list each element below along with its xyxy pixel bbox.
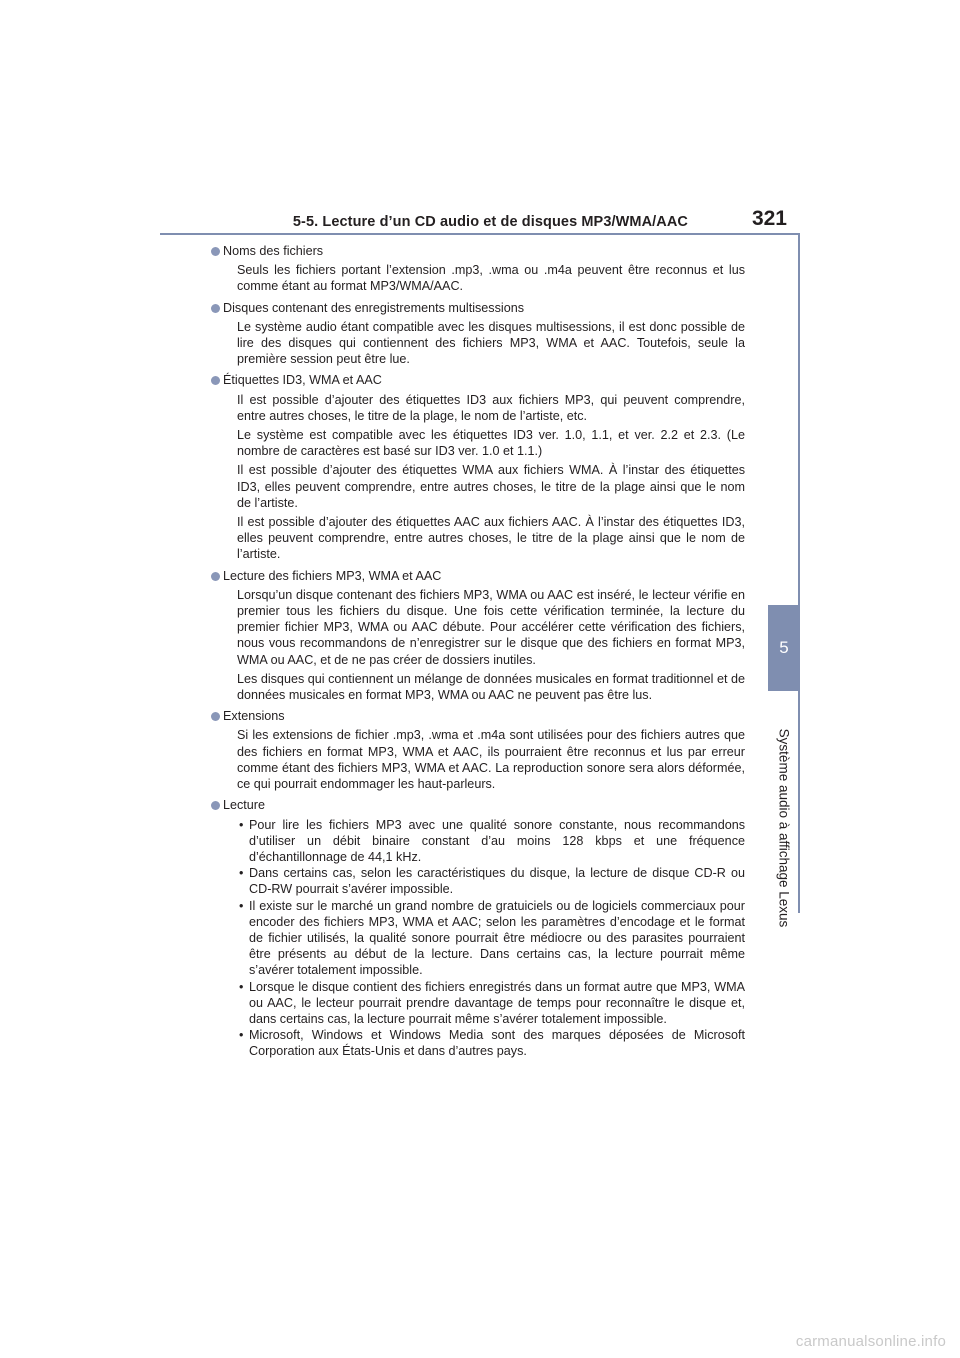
chapter-number: 5 (779, 638, 789, 657)
list-item-text: Pour lire les fichiers MP3 avec une qualité sonore constante, nous recommandons d’utiliser un débit binaire constant d’au moins 128 kbps et une fréquence d’échantillonnage de 44,1 kHz. (249, 817, 745, 864)
section-heading-text: Lecture des fichiers MP3, WMA et AAC (223, 568, 442, 583)
section-heading (223, 568, 745, 584)
section-heading-text: Noms des fichiers (223, 244, 324, 258)
paragraph: Il est possible d’ajouter des étiquettes AAC aux fichiers AAC. À l’instar des étiquettes ID3, elles peuvent comprendre, entre autres choses, le titre de la plage ainsi que le nom de l’artiste. (237, 515, 745, 562)
bullet-icon (211, 376, 220, 385)
paragraph: Les disques qui contiennent un mélange de données musicales en format traditionnel et de données musicales en format MP3, WMA ou AAC ne peuvent pas être lus. (237, 671, 745, 703)
header-divider (160, 233, 800, 235)
section-heading-text: Disques contenant des enregistrements multisessions (223, 300, 525, 315)
section-heading (223, 708, 745, 724)
page-body (223, 243, 745, 1065)
list-item (237, 979, 745, 1028)
bullet-list (237, 817, 745, 1060)
section-heading (223, 797, 745, 813)
section (223, 300, 745, 368)
section-title: 5-5. Lecture d’un CD audio et de disques MP3/WMA/AAC (292, 214, 688, 230)
page-header (160, 207, 800, 234)
paragraph: Le système audio étant compatible avec les disques multisessions, il est donc possible de lire des disques qui contiennent des fichiers MP3, WMA et AAC. Toutefois, seule la première session peut être lue. (237, 319, 745, 367)
paragraph: Si les extensions de fichier .mp3, .wma et .m4a sont utilisées pour des fichiers autres que des fichiers en format MP3, WMA et AAC, ils pourraient être reconnus et lus par erreur comme étant des fichiers MP3, WMA et AAC. La reproduction sonore sera alors déformée, ce qui pourrait endommager les haut-parleurs. (237, 728, 745, 792)
list-item (237, 898, 745, 979)
paragraph: Seuls les fichiers portant l’extension .mp3, .wma ou .m4a peuvent être reconnus et lus comme étant au format MP3/WMA/AAC. (237, 263, 745, 294)
paragraph: Le système est compatible avec les étiquettes ID3 ver. 1.0, 1.1, et ver. 2.2 et 2.3. (Le nombre de caractères est basé sur ID3 ver. 1.0 et 1.1.) (237, 428, 745, 459)
section-heading-text: Lecture (223, 798, 266, 813)
list-dot-icon: • (239, 979, 244, 994)
section (223, 243, 745, 295)
section-heading (223, 243, 745, 259)
list-item-text: Dans certains cas, selon les caractéristiques du disque, la lecture de disque CD-R ou CD-RW pourrait s’avérer impossible. (249, 866, 745, 897)
paragraph: Il est possible d’ajouter des étiquettes ID3 aux fichiers MP3, qui peuvent comprendre, entre autres choses, le titre de la plage, le nom de l’artiste, etc. (237, 392, 745, 423)
bullet-icon (211, 304, 220, 313)
list-dot-icon: • (239, 817, 244, 832)
list-dot-icon: • (239, 866, 244, 881)
bullet-icon (211, 572, 220, 581)
paragraph: Il est possible d’ajouter des étiquettes WMA aux fichiers WMA. À l’instar des étiquettes ID3, elles peuvent comprendre, entre autres choses, le titre de la plage ainsi que le nom de l’artiste. (237, 463, 745, 510)
list-item (237, 1027, 745, 1059)
chapter-tab (768, 605, 800, 691)
section-heading (223, 372, 745, 388)
section (223, 372, 745, 562)
list-item-text: Microsoft, Windows et Windows Media sont des marques déposées de Microsoft Corporation aux États-Unis et dans d’autres pays. (249, 1028, 745, 1059)
list-item-text: Lorsque le disque contient des fichiers enregistrés dans un format autre que MP3, WMA ou AAC, le lecteur pourrait prendre davantage de temps pour reconnaître le disque et, dans certains cas, la lecture pourrait même s’avérer totalement impossible. (249, 979, 745, 1026)
section (223, 568, 745, 704)
section (223, 797, 745, 1059)
section-heading-text: Extensions (223, 709, 285, 724)
list-item-text: Il existe sur le marché un grand nombre de gratuiciels ou de logiciels commerciaux pour encoder des fichiers MP3, WMA et AAC; selon les paramètres d’encodage et le format de fichier utilisés, la qualité sonore pourrait être médiocre ou des parasites pourraient être présents au début de la lecture. Dans certains cas, la lecture pourrait même s’avérer totalement impossible. (249, 898, 745, 978)
bullet-icon (211, 712, 220, 721)
list-dot-icon: • (239, 1028, 244, 1043)
section (223, 708, 745, 792)
list-dot-icon: • (239, 898, 244, 913)
section-heading (223, 300, 745, 316)
list-item (237, 865, 745, 897)
page-number: 321 (751, 207, 787, 230)
paragraph: Lorsqu’un disque contenant des fichiers MP3, WMA ou AAC est inséré, le lecteur vérifie en premier tous les fichiers du disque. Une fois cette vérification terminée, la lecture du premier fichier MP3, WMA ou AAC débute. Pour accélérer cette vérification des fichiers, nous vous recommandons de n’enregistrer sur le disque que des fichiers en format MP3, WMA ou AAC, et de ne pas créer de dossiers inutiles. (237, 587, 745, 667)
side-divider (798, 233, 800, 913)
bullet-icon (211, 801, 220, 810)
chapter-label: Système audio à affichage Lexus (776, 728, 792, 928)
bullet-icon (211, 247, 220, 256)
watermark: carmanualsonline.info (795, 1333, 946, 1350)
section-heading-text: Étiquettes ID3, WMA et AAC (223, 373, 382, 388)
list-item (237, 817, 745, 866)
